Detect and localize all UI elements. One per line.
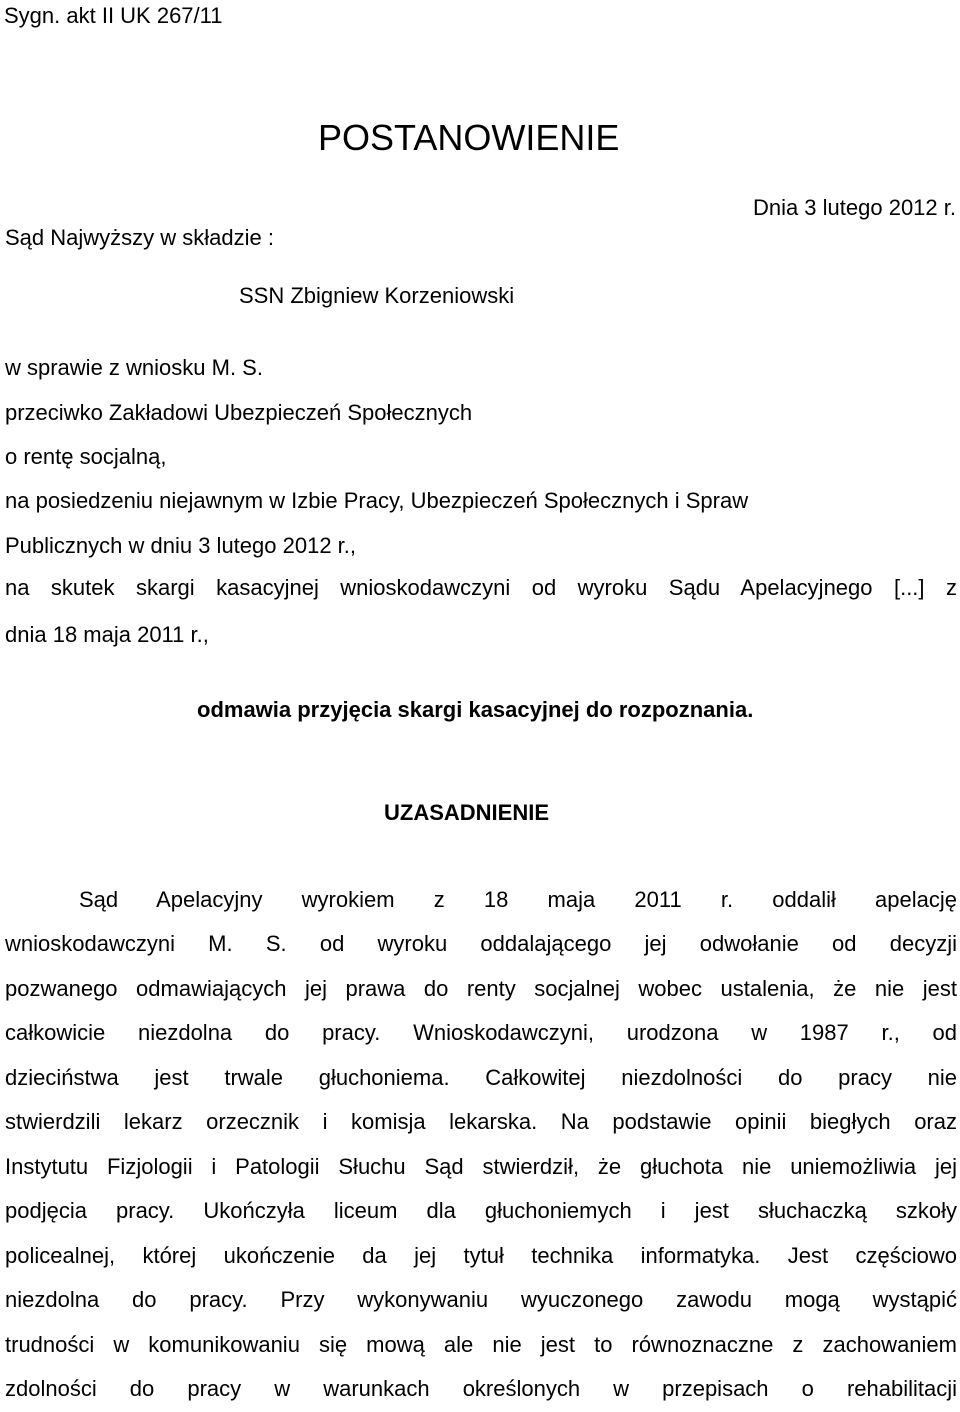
justification-line: dzieciństwa jest trwale głuchoniema. Całkowitej niezdolności do pracy nie xyxy=(5,1065,957,1090)
justification-line: trudności w komunikowaniu się mową ale nie jest to równoznaczne z zachowaniem xyxy=(5,1332,957,1357)
appeal-line-end: dnia 18 maja 2011 r., xyxy=(5,622,209,647)
justification-line: niezdolna do pracy. Przy wykonywaniu wyuczonego zawodu mogą wystąpić xyxy=(5,1287,957,1312)
justification-line: zdolności do pracy w warunkach określonych w przepisach o rehabilitacji xyxy=(5,1376,957,1401)
justification-line: wnioskodawczyni M. S. od wyroku oddalającego jej odwołanie od decyzji xyxy=(5,931,957,956)
ruling-date: Dnia 3 lutego 2012 r. xyxy=(752,195,956,220)
judge-name: SSN Zbigniew Korzeniowski xyxy=(239,283,515,308)
ruling-operative-part: odmawia przyjęcia skargi kasacyjnej do rozpoznania. xyxy=(197,697,754,722)
justification-line: pozwanego odmawiających jej prawa do renty socjalnej wobec ustalenia, że nie jest xyxy=(5,976,957,1001)
justification-line: stwierdzili lekarz orzecznik i komisja lekarska. Na podstawie opinii biegłych oraz xyxy=(5,1109,957,1134)
justification-line: podjęcia pracy. Ukończyła liceum dla głuchoniemych i jest słuchaczką szkoły xyxy=(5,1198,957,1223)
justification-heading: UZASADNIENIE xyxy=(384,800,550,825)
document-title: POSTANOWIENIE xyxy=(318,117,620,158)
justification-line: całkowicie niezdolna do pracy. Wnioskodawczyni, urodzona w 1987 r., od xyxy=(5,1020,957,1045)
appeal-line: na skutek skargi kasacyjnej wnioskodawczyni od wyroku Sądu Apelacyjnego [...] z xyxy=(5,575,957,600)
justification-line: policealnej, której ukończenie da jej tytuł technika informatyka. Jest częściowo xyxy=(5,1243,957,1268)
justification-first-line: Sąd Apelacyjny wyrokiem z 18 maja 2011 r. oddalił apelację xyxy=(79,887,957,912)
case-intro-line: przeciwko Zakładowi Ubezpieczeń Społecznych xyxy=(5,400,473,425)
case-signature: Sygn. akt II UK 267/11 xyxy=(4,3,223,28)
case-intro-line: na posiedzeniu niejawnym w Izbie Pracy, Ubezpieczeń Społecznych i Spraw xyxy=(5,488,749,513)
case-intro-line: o rentę socjalną, xyxy=(5,444,167,469)
case-intro-line: Publicznych w dniu 3 lutego 2012 r., xyxy=(5,533,357,558)
court-composition-label: Sąd Najwyższy w składzie : xyxy=(5,225,274,250)
justification-line: Instytutu Fizjologii i Patologii Słuchu Sąd stwierdził, że głuchota nie uniemożliwia jej xyxy=(5,1154,957,1179)
case-intro-line: w sprawie z wniosku M. S. xyxy=(5,355,263,380)
